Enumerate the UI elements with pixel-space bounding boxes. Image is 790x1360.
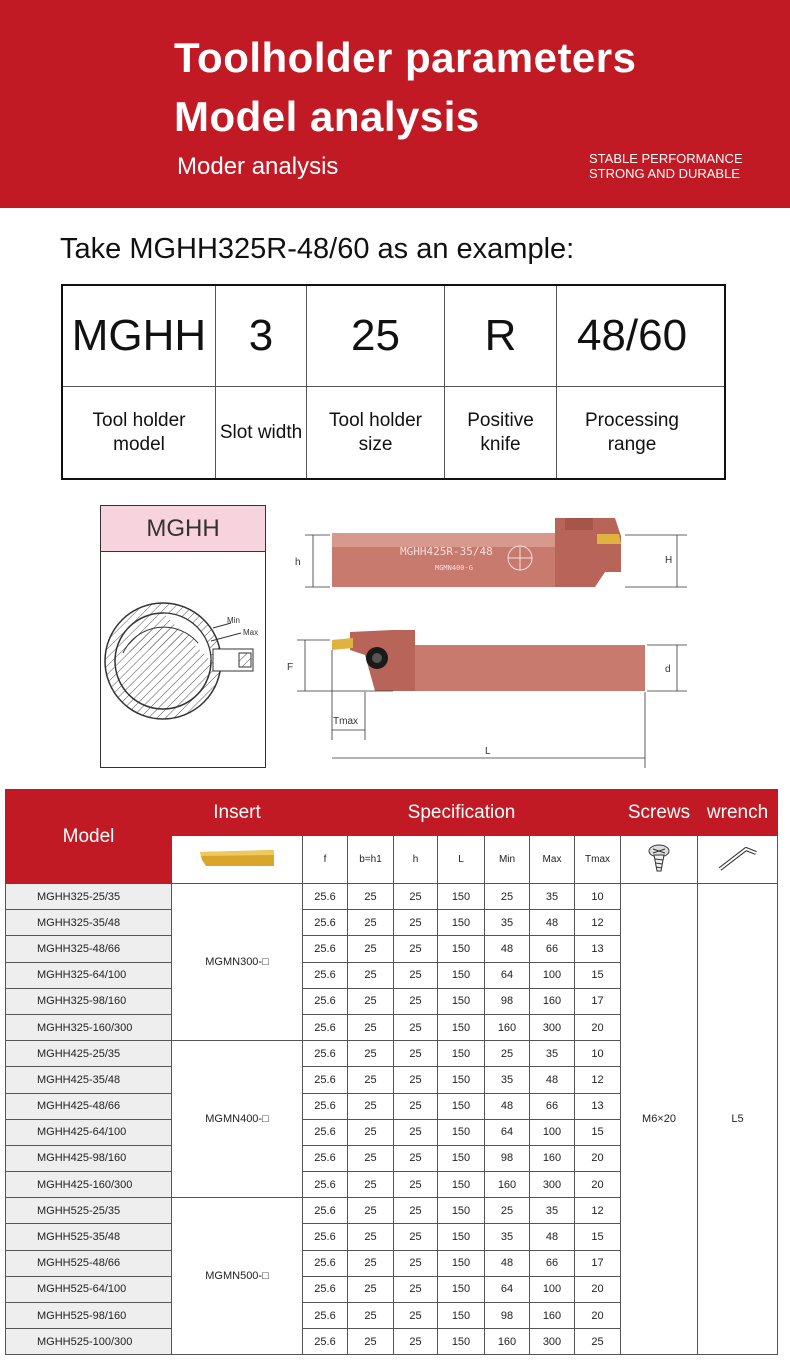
spec-cell: 25.6 — [303, 1224, 348, 1250]
spec-cell: 48 — [485, 1093, 530, 1119]
toolholder-diagram — [95, 500, 695, 780]
spec-table — [5, 789, 778, 1355]
header-screws: Screws — [621, 790, 698, 836]
spec-cell: 150 — [438, 988, 485, 1014]
label-line: Slot width — [219, 422, 303, 443]
col-max: Max — [530, 836, 575, 884]
spec-cell: 150 — [438, 1172, 485, 1198]
spec-table-body — [6, 884, 778, 1355]
banner-subtitle: Moder analysis — [177, 153, 339, 180]
spec-cell: 25 — [394, 1093, 438, 1119]
spec-cell: 25 — [485, 1198, 530, 1224]
model-cell: MGHH525-64/100 — [6, 1276, 172, 1302]
spec-cell: 15 — [575, 962, 621, 988]
spec-cell: 25 — [394, 988, 438, 1014]
spec-cell: 25 — [348, 988, 394, 1014]
engraving-insert: MGMN400-G — [435, 564, 473, 572]
spec-cell: 35 — [485, 910, 530, 936]
spec-cell: 25.6 — [303, 1303, 348, 1329]
spec-cell: 25 — [394, 1198, 438, 1224]
spec-cell: 25.6 — [303, 936, 348, 962]
spec-cell: 25 — [348, 1067, 394, 1093]
spec-cell: 25 — [485, 1041, 530, 1067]
label-processing-range — [557, 388, 707, 478]
spec-cell: 25 — [394, 1041, 438, 1067]
spec-cell: 25 — [348, 1224, 394, 1250]
screw-icon — [621, 836, 698, 884]
model-cell: MGHH525-98/160 — [6, 1303, 172, 1329]
label-line: knife — [480, 434, 521, 455]
spec-cell: 150 — [438, 1145, 485, 1171]
spec-cell: 150 — [438, 1329, 485, 1355]
spec-cell: 100 — [530, 1119, 575, 1145]
spec-cell: 25 — [348, 1329, 394, 1355]
spec-cell: 160 — [530, 988, 575, 1014]
spec-cell: 35 — [530, 1198, 575, 1224]
spec-cell: 66 — [530, 936, 575, 962]
spec-cell: 12 — [575, 1067, 621, 1093]
spec-cell: 66 — [530, 1093, 575, 1119]
spec-cell: 300 — [530, 1329, 575, 1355]
spec-cell: 25.6 — [303, 1145, 348, 1171]
spec-cell: 25.6 — [303, 1093, 348, 1119]
banner-tagline — [589, 151, 743, 181]
header-specification: Specification — [303, 790, 621, 836]
spec-cell: 35 — [485, 1224, 530, 1250]
spec-cell: 17 — [575, 988, 621, 1014]
spec-cell: 25 — [348, 1250, 394, 1276]
cross-section-label: MGHH — [101, 506, 265, 552]
model-cell: MGHH525-48/66 — [6, 1250, 172, 1276]
min-label: Min — [227, 616, 240, 625]
spec-cell: 12 — [575, 1198, 621, 1224]
spec-cell: 10 — [575, 884, 621, 910]
spec-cell: 25 — [348, 1041, 394, 1067]
banner-tagline-2: STRONG AND DURABLE — [589, 166, 740, 181]
col-L: L — [438, 836, 485, 884]
spec-cell: 25 — [394, 1172, 438, 1198]
dim-d: d — [665, 664, 671, 675]
spec-cell: 13 — [575, 1093, 621, 1119]
spec-cell: 300 — [530, 1014, 575, 1040]
label-line: size — [358, 434, 393, 455]
spec-cell: 150 — [438, 1093, 485, 1119]
dim-L: L — [485, 746, 491, 757]
spec-cell: 20 — [575, 1014, 621, 1040]
spec-cell: 17 — [575, 1250, 621, 1276]
label-line: model — [113, 434, 165, 455]
spec-cell: 25 — [575, 1329, 621, 1355]
spec-cell: 25 — [394, 1067, 438, 1093]
label-tool-holder-size — [307, 388, 444, 478]
spec-cell: 25.6 — [303, 1014, 348, 1040]
spec-cell: 48 — [485, 1250, 530, 1276]
spec-cell: 25 — [348, 1014, 394, 1040]
spec-cell: 25.6 — [303, 1041, 348, 1067]
spec-cell: 25 — [394, 1224, 438, 1250]
spec-cell: 15 — [575, 1224, 621, 1250]
spec-cell: 20 — [575, 1303, 621, 1329]
spec-cell: 64 — [485, 962, 530, 988]
code-model: MGHH — [71, 311, 207, 360]
model-cell: MGHH425-98/160 — [6, 1145, 172, 1171]
spec-cell: 150 — [438, 1276, 485, 1302]
col-min: Min — [485, 836, 530, 884]
model-cell: MGHH325-160/300 — [6, 1014, 172, 1040]
spec-cell: 35 — [485, 1067, 530, 1093]
spec-cell: 150 — [438, 962, 485, 988]
spec-cell: 25 — [394, 1145, 438, 1171]
header-wrench: wrench — [698, 790, 778, 836]
spec-cell: 160 — [485, 1329, 530, 1355]
model-cell: MGHH525-25/35 — [6, 1198, 172, 1224]
header-insert: Insert — [172, 790, 303, 836]
spec-cell: 25 — [348, 1276, 394, 1302]
insert-cell: MGMN300-□ — [172, 884, 303, 1041]
spec-cell: 25 — [394, 936, 438, 962]
divider — [63, 386, 724, 387]
spec-cell: 25 — [394, 1119, 438, 1145]
spec-cell: 48 — [530, 1067, 575, 1093]
code-direction: R — [484, 311, 517, 360]
model-cell: MGHH425-64/100 — [6, 1119, 172, 1145]
spec-cell: 48 — [530, 1224, 575, 1250]
spec-cell: 25 — [394, 1014, 438, 1040]
spec-cell: 35 — [530, 1041, 575, 1067]
spec-cell: 25 — [394, 1276, 438, 1302]
spec-cell: 150 — [438, 884, 485, 910]
spec-cell: 25 — [394, 1303, 438, 1329]
spec-cell: 66 — [530, 1250, 575, 1276]
spec-cell: 160 — [530, 1303, 575, 1329]
label-positive-knife — [445, 388, 556, 478]
spec-cell: 48 — [485, 936, 530, 962]
spec-cell: 160 — [485, 1014, 530, 1040]
spec-cell: 150 — [438, 1303, 485, 1329]
spec-cell: 20 — [575, 1172, 621, 1198]
insert-icon — [172, 836, 303, 884]
spec-cell: 98 — [485, 1303, 530, 1329]
dim-tmax: Tmax — [333, 716, 358, 727]
banner-tagline-1: STABLE PERFORMANCE — [589, 151, 743, 166]
label-line: range — [607, 434, 657, 455]
spec-cell: 25 — [348, 1172, 394, 1198]
model-cell: MGHH325-64/100 — [6, 962, 172, 988]
spec-cell: 64 — [485, 1276, 530, 1302]
header-model: Model — [6, 790, 172, 884]
spec-cell: 25 — [485, 884, 530, 910]
spec-cell: 25 — [348, 936, 394, 962]
col-f: f — [303, 836, 348, 884]
label-line: Tool holder — [92, 410, 186, 431]
spec-cell: 98 — [485, 1145, 530, 1171]
col-tmax: Tmax — [575, 836, 621, 884]
screw-cell: M6×20 — [621, 884, 698, 1355]
spec-cell: 25 — [348, 1198, 394, 1224]
model-cell: MGHH525-100/300 — [6, 1329, 172, 1355]
spec-cell: 25 — [348, 962, 394, 988]
example-title: Take MGHH325R-48/60 as an example: — [60, 233, 575, 265]
wrench-cell: L5 — [698, 884, 778, 1355]
spec-cell: 150 — [438, 1198, 485, 1224]
insert-cell: MGMN500-□ — [172, 1198, 303, 1355]
spec-cell: 25.6 — [303, 884, 348, 910]
label-line: Tool holder — [329, 410, 422, 431]
col-bh1: b=h1 — [348, 836, 394, 884]
spec-cell: 25.6 — [303, 962, 348, 988]
spec-cell: 25 — [394, 1329, 438, 1355]
spec-cell: 20 — [575, 1276, 621, 1302]
spec-cell: 20 — [575, 1145, 621, 1171]
spec-cell: 25 — [394, 962, 438, 988]
spec-cell: 150 — [438, 910, 485, 936]
header-banner — [0, 0, 790, 208]
spec-cell: 12 — [575, 910, 621, 936]
spec-cell: 150 — [438, 1250, 485, 1276]
model-cell: MGHH325-48/66 — [6, 936, 172, 962]
dim-F: F — [287, 662, 294, 673]
spec-cell: 150 — [438, 1119, 485, 1145]
label-slot-width — [216, 388, 306, 478]
spec-cell: 25.6 — [303, 1329, 348, 1355]
code-range: 48/60 — [576, 311, 688, 360]
dim-h: h — [295, 557, 301, 568]
spec-cell: 15 — [575, 1119, 621, 1145]
spec-cell: 10 — [575, 1041, 621, 1067]
spec-cell: 25.6 — [303, 1250, 348, 1276]
spec-cell: 150 — [438, 1014, 485, 1040]
spec-cell: 25 — [348, 1093, 394, 1119]
model-code-table — [61, 284, 726, 480]
spec-cell: 150 — [438, 1067, 485, 1093]
banner-title-line1: Toolholder parameters — [174, 34, 637, 81]
spec-cell: 25 — [394, 1250, 438, 1276]
spec-cell: 64 — [485, 1119, 530, 1145]
banner-title-line2: Model analysis — [174, 93, 480, 140]
spec-cell: 150 — [438, 1224, 485, 1250]
model-cell: MGHH325-35/48 — [6, 910, 172, 936]
spec-cell: 25 — [348, 1119, 394, 1145]
label-tool-holder-model — [63, 388, 215, 478]
spec-cell: 25.6 — [303, 1198, 348, 1224]
spec-cell: 25 — [394, 884, 438, 910]
insert-cell: MGMN400-□ — [172, 1041, 303, 1198]
spec-cell: 100 — [530, 1276, 575, 1302]
spec-cell: 25 — [394, 910, 438, 936]
label-line: Positive — [467, 410, 534, 431]
engraving-model: MGHH425R-35/48 — [400, 545, 493, 558]
spec-cell: 25 — [348, 910, 394, 936]
spec-cell: 25.6 — [303, 1276, 348, 1302]
spec-cell: 25.6 — [303, 988, 348, 1014]
model-cell: MGHH425-160/300 — [6, 1172, 172, 1198]
code-slot-width: 3 — [248, 311, 274, 360]
cross-section-drawing — [101, 553, 265, 768]
spec-cell: 100 — [530, 962, 575, 988]
code-holder-size: 25 — [351, 311, 400, 360]
spec-cell: 25.6 — [303, 1172, 348, 1198]
label-line: Processing — [585, 410, 679, 431]
spec-cell: 25.6 — [303, 910, 348, 936]
model-cell: MGHH325-25/35 — [6, 884, 172, 910]
model-cell: MGHH425-25/35 — [6, 1041, 172, 1067]
spec-cell: 160 — [530, 1145, 575, 1171]
spec-cell: 300 — [530, 1172, 575, 1198]
spec-cell: 25.6 — [303, 1067, 348, 1093]
model-cell: MGHH525-35/48 — [6, 1224, 172, 1250]
spec-cell: 35 — [530, 884, 575, 910]
model-cell: MGHH425-35/48 — [6, 1067, 172, 1093]
spec-cell: 48 — [530, 910, 575, 936]
spec-cell: 160 — [485, 1172, 530, 1198]
table-row — [6, 884, 778, 910]
dim-H: H — [665, 555, 673, 566]
max-label: Max — [243, 628, 259, 637]
tool-side-views — [275, 500, 695, 780]
model-cell: MGHH425-48/66 — [6, 1093, 172, 1119]
col-h: h — [394, 836, 438, 884]
model-cell: MGHH325-98/160 — [6, 988, 172, 1014]
spec-cell: 25.6 — [303, 1119, 348, 1145]
spec-cell: 98 — [485, 988, 530, 1014]
spec-cell: 25 — [348, 1145, 394, 1171]
cross-section-panel — [100, 505, 266, 768]
spec-cell: 25 — [348, 1303, 394, 1329]
spec-cell: 150 — [438, 1041, 485, 1067]
wrench-icon — [698, 836, 778, 884]
spec-cell: 13 — [575, 936, 621, 962]
spec-cell: 150 — [438, 936, 485, 962]
spec-cell: 25 — [348, 884, 394, 910]
